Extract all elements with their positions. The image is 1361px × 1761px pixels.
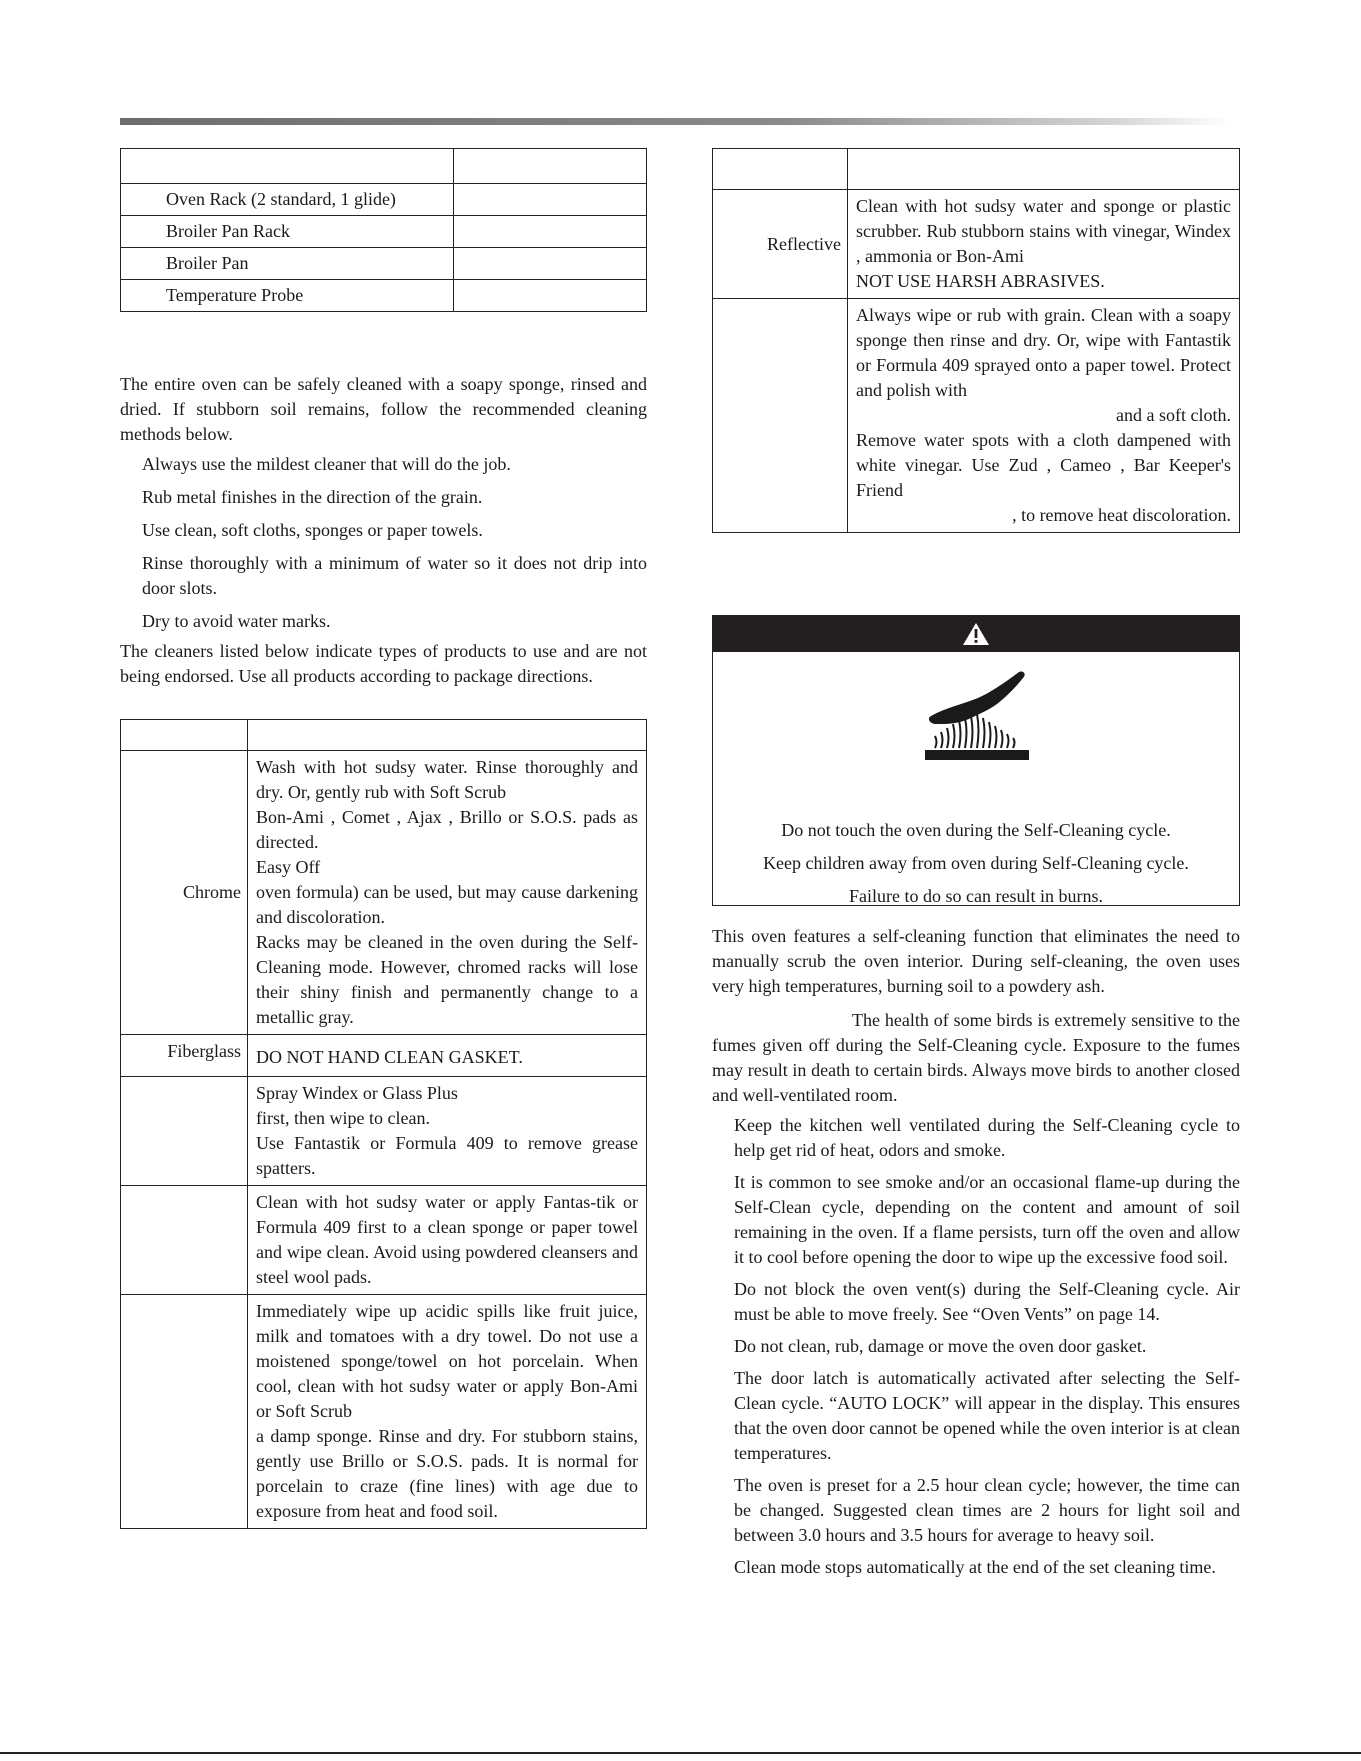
hot-surface-hand-icon bbox=[923, 668, 1033, 764]
instruction-line: Wash with hot sudsy water. Rinse thoroughly and dry. Or, gently rub with Soft Scrub bbox=[256, 757, 638, 802]
cleaning-table-header bbox=[713, 149, 1240, 190]
birds-notice: The health of some birds is extremely sensitive to the fumes given off during the Self-Cleaning cycle. Exposure to the fumes may result in death to certain birds. Always move birds to another closed and well-ventilated room. bbox=[712, 1010, 1240, 1105]
warning-line: Keep children away from oven during Self-Cleaning cycle. bbox=[763, 853, 1189, 873]
warning-line: Failure to do so can result in burns. bbox=[849, 886, 1103, 906]
warning-body bbox=[713, 652, 1239, 905]
instruction-line: Immediately wipe up acidic spills like fruit juice, milk and tomatoes with a dry towel. Do not use a moistened sponge/towel on hot porcelain. When cool, clean with hot sudsy water or apply Bon-Ami or Soft Scrub bbox=[256, 1301, 638, 1421]
self-clean-intro: This oven features a self-cleaning function that eliminates the need to manually scrub the oven interior. During self-cleaning, the oven uses very high temperatures, burning soil to a powdery ash. bbox=[712, 926, 1240, 996]
self-clean-bullet: Do not clean, rub, damage or move the oven door gasket. bbox=[734, 1336, 1147, 1356]
self-clean-bullet: The door latch is automatically activated after selecting the Self-Clean cycle. “AUTO LOCK” will appear in the display. This ensures that the oven door cannot be opened while the oven interior is at clean temperatures. bbox=[734, 1368, 1240, 1463]
material-name bbox=[713, 299, 848, 533]
left-column bbox=[120, 148, 647, 1529]
material-name bbox=[121, 1295, 248, 1529]
parts-table-header bbox=[121, 149, 647, 184]
cleaning-instructions bbox=[248, 1077, 647, 1186]
material-name: Chrome bbox=[121, 751, 248, 1035]
table-row bbox=[121, 216, 647, 248]
table-row bbox=[713, 299, 1240, 533]
table-row bbox=[121, 1186, 647, 1295]
cleaners-note: The cleaners listed below indicate types of products to use and are not being endorsed. Use all products according to package directions. bbox=[120, 641, 647, 686]
instruction-line: Clean with hot sudsy water or apply Fantas-tik or Formula 409 first to a clean sponge or paper towel and wipe clean. Avoid using powdered cleansers and steel wool pads. bbox=[256, 1192, 638, 1287]
cleaning-table-right bbox=[712, 148, 1240, 533]
right-column bbox=[712, 148, 1240, 1580]
part-name: Broiler Pan Rack bbox=[121, 216, 454, 248]
self-clean-bullet: The oven is preset for a 2.5 hour clean cycle; however, the time can be changed. Suggested clean times are 2 hours for light soil and between 3.0 hours and 3.5 hours for average to heavy soil. bbox=[734, 1475, 1240, 1545]
instruction-line: Remove water spots with a cloth dampened with white vinegar. Use Zud , Cameo , Bar Keeper's Friend bbox=[856, 430, 1231, 500]
material-name bbox=[121, 1186, 248, 1295]
warning-box bbox=[712, 615, 1240, 906]
cleaning-instructions bbox=[248, 1295, 647, 1529]
intro-bullet: Dry to avoid water marks. bbox=[142, 611, 331, 631]
cleaning-instructions bbox=[248, 1186, 647, 1295]
instruction-line: a damp sponge. Rinse and dry. For stubborn stains, gently use Brillo or S.O.S. pads. It is normal for porcelain to craze (fine lines) with age due to exposure from heat and food soil. bbox=[256, 1426, 638, 1521]
footer-rule bbox=[0, 1752, 1361, 1754]
instruction-line: Easy Off bbox=[256, 857, 321, 877]
cleaning-instructions bbox=[248, 1035, 647, 1077]
intro-bullet: Always use the mildest cleaner that will do the job. bbox=[142, 454, 511, 474]
intro-bullet: Rub metal finishes in the direction of the grain. bbox=[142, 487, 483, 507]
instruction-line: Use Fantastik or Formula 409 to remove grease spatters. bbox=[256, 1133, 638, 1178]
part-name: Temperature Probe bbox=[121, 280, 454, 312]
self-clean-bullet: Do not block the oven vent(s) during the Self-Cleaning cycle. Air must be able to move freely. See “Oven Vents” on page 14. bbox=[734, 1279, 1240, 1324]
table-row bbox=[713, 190, 1240, 299]
instruction-line: NOT USE HARSH ABRASIVES. bbox=[856, 271, 1105, 291]
warning-text bbox=[713, 814, 1239, 913]
intro-bullet: Rinse thoroughly with a minimum of water so it does not drip into door slots. bbox=[142, 553, 647, 598]
warning-line: Do not touch the oven during the Self-Cleaning cycle. bbox=[781, 820, 1171, 840]
self-clean-bullet: It is common to see smoke and/or an occasional flame-up during the Self-Clean cycle, depending on the content and amount of soil remaining in the oven. If a flame persists, turn off the oven and allow it to cool before opening the door to wipe up the excessive food soil. bbox=[734, 1172, 1240, 1267]
cleaning-instructions bbox=[848, 190, 1240, 299]
instruction-line: Spray Windex or Glass Plus bbox=[256, 1083, 458, 1103]
warning-triangle-icon bbox=[962, 622, 990, 646]
cleaning-instructions bbox=[848, 299, 1240, 533]
warning-header bbox=[713, 616, 1239, 652]
instruction-line: and a soft cloth. bbox=[1116, 405, 1231, 425]
material-name: Fiberglass bbox=[121, 1035, 248, 1077]
instruction-line: Clean with hot sudsy water and sponge or plastic scrubber. Rub stubborn stains with vinegar, Windex , ammonia or Bon-Ami bbox=[856, 196, 1231, 266]
self-clean-bullet: Clean mode stops automatically at the end of the set cleaning time. bbox=[734, 1557, 1216, 1577]
table-row bbox=[121, 751, 647, 1035]
material-name: Reflective bbox=[713, 190, 848, 299]
header-rule bbox=[120, 118, 1230, 125]
instruction-line: Racks may be cleaned in the oven during the Self-Cleaning mode. However, chromed racks will lose their shiny finish and permanently change to a metallic gray. bbox=[256, 932, 638, 1027]
table-row bbox=[121, 184, 647, 216]
cleaning-table-left bbox=[120, 719, 647, 1529]
part-name: Broiler Pan bbox=[121, 248, 454, 280]
instruction-line: Always wipe or rub with grain. Clean with a soapy sponge then rinse and dry. Or, wipe with Fantastik or Formula 409 sprayed onto a paper towel. Protect and polish with bbox=[856, 305, 1231, 400]
table-row bbox=[121, 248, 647, 280]
table-row bbox=[121, 1295, 647, 1529]
part-name: Oven Rack (2 standard, 1 glide) bbox=[121, 184, 454, 216]
intro-bullet: Use clean, soft cloths, sponges or paper towels. bbox=[142, 520, 483, 540]
intro-paragraph: The entire oven can be safely cleaned with a soapy sponge, rinsed and dried. If stubborn soil remains, follow the recommended cleaning methods below. bbox=[120, 374, 647, 444]
material-name bbox=[121, 1077, 248, 1186]
instruction-line: oven formula) can be used, but may cause darkening and discoloration. bbox=[256, 882, 638, 927]
cleaning-instructions bbox=[248, 751, 647, 1035]
table-row bbox=[121, 1035, 647, 1077]
self-clean-bullet: Keep the kitchen well ventilated during the Self-Cleaning cycle to help get rid of heat, odors and smoke. bbox=[734, 1115, 1240, 1160]
instruction-line: , to remove heat discoloration. bbox=[1012, 505, 1231, 525]
instruction-line: Bon-Ami , Comet , Ajax , Brillo or S.O.S. pads as directed. bbox=[256, 807, 638, 852]
instruction-line: first, then wipe to clean. bbox=[256, 1108, 430, 1128]
instruction-line: DO NOT HAND CLEAN GASKET. bbox=[256, 1047, 523, 1067]
table-row bbox=[121, 1077, 647, 1186]
table-row bbox=[121, 280, 647, 312]
parts-table bbox=[120, 148, 647, 312]
cleaning-table-header bbox=[121, 720, 647, 751]
